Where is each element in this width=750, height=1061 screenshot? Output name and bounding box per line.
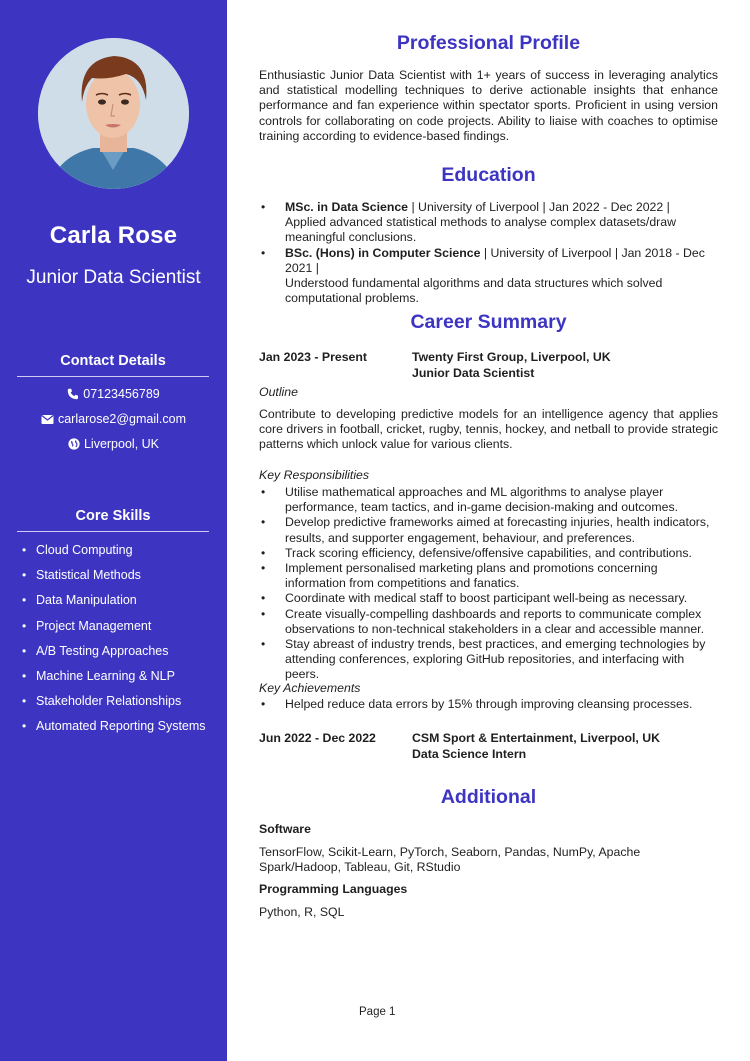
education-item	[259, 246, 718, 307]
globe-icon	[68, 438, 80, 453]
candidate-name: Carla Rose	[49, 222, 178, 249]
responsibility-item: • Create visually-compelling dashboards and reports to communicate complex observations to non-technical stakeholders in a clear and accessible manner.	[259, 607, 718, 637]
page-number: Page 1	[359, 1006, 396, 1018]
education-heading: Education	[441, 164, 536, 186]
languages-label: Programming Languages	[259, 882, 408, 896]
outline-label: Outline	[259, 385, 298, 399]
skill-item: • A/B Testing Approaches	[22, 642, 206, 667]
phone-text: 07123456789	[83, 387, 160, 401]
contact-location	[0, 437, 227, 453]
responsibility-item: • Implement personalised marketing plans and promotions concerning information from competitions and fanatics.	[259, 561, 718, 591]
job-dates: Jun 2022 - Dec 2022	[259, 731, 376, 745]
candidate-role: Junior Data Scientist	[26, 267, 201, 288]
contact-heading: Contact Details	[17, 353, 209, 377]
skill-item: • Cloud Computing	[22, 541, 206, 566]
profile-text: Enthusiastic Junior Data Scientist with 1+ years of success in leveraging analytics and statistical modelling techniques to derive actionable insights that enhance performance and fan experience within spectator sports. Proficient in using version controls for collaborating on code projects. Ability to liaise with coaches to optimise training according to evidence-based findings.	[259, 68, 718, 143]
job-outline: Contribute to developing predictive models for an intelligence agency that applies core drivers in football, cricket, rugby, tennis, hockey, and netball to provide strategic patterns which unlock value for various clients.	[259, 407, 718, 452]
phone-icon	[67, 388, 79, 403]
responsibilities-list	[259, 485, 718, 683]
skills-list	[22, 541, 206, 743]
skill-item: • Automated Reporting Systems	[22, 717, 206, 742]
sidebar	[0, 0, 227, 1061]
profile-heading: Professional Profile	[396, 32, 581, 54]
degree-description: Understood fundamental algorithms and data structures which solved computational problems.	[285, 276, 663, 306]
location-text: Liverpool, UK	[83, 437, 160, 451]
job-dates: Jan 2023 - Present	[259, 350, 368, 364]
job-title: Junior Data Scientist	[412, 366, 535, 380]
degree-name: BSc. (Hons) in Computer Science	[285, 245, 481, 260]
education-item	[259, 200, 718, 246]
responsibility-item: • Track scoring efficiency, defensive/offensive capabilities, and contributions.	[259, 546, 718, 561]
job-company: CSM Sport & Entertainment, Liverpool, UK	[412, 731, 661, 745]
skill-item: • Data Manipulation	[22, 591, 206, 616]
skills-heading: Core Skills	[17, 508, 209, 532]
email-text: carlarose2@gmail.com	[57, 412, 186, 426]
degree-description: Applied advanced statistical methods to analyse complex datasets/draw meaningful conclusions.	[285, 215, 676, 245]
job-company: Twenty First Group, Liverpool, UK	[412, 350, 611, 364]
degree-details: | University of Liverpool | Jan 2018 - Dec 2021 |	[285, 245, 705, 275]
achievements-list	[259, 697, 718, 712]
languages-list: Python, R, SQL	[259, 905, 345, 919]
responsibility-item: • Develop predictive frameworks aimed at forecasting injuries, health indicators, results, and supporter engagement, behaviour, and preferences.	[259, 515, 718, 545]
software-label: Software	[259, 822, 311, 836]
career-heading: Career Summary	[410, 311, 567, 333]
education-list	[259, 200, 718, 306]
skill-item: • Project Management	[22, 617, 206, 642]
achievement-item: • Helped reduce data errors by 15% through improving cleansing processes.	[259, 697, 718, 712]
software-list: TensorFlow, Scikit-Learn, PyTorch, Seaborn, Pandas, NumPy, Apache Spark/Hadoop, Tableau, Git, RStudio	[259, 845, 641, 875]
job-title: Data Science Intern	[412, 747, 527, 761]
skill-item: • Machine Learning & NLP	[22, 667, 206, 692]
responsibility-item: • Utilise mathematical approaches and ML algorithms to analyse player performance, team tactics, and in-game decision-making and outcomes.	[259, 485, 718, 515]
envelope-icon	[41, 414, 54, 428]
degree-details: | University of Liverpool | Jan 2022 - Dec 2022 |	[408, 200, 670, 214]
responsibilities-label: Key Responsibilities	[259, 468, 370, 482]
contact-phone[interactable]	[0, 387, 227, 403]
achievements-label: Key Achievements	[259, 681, 361, 695]
degree-name: MSc. in Data Science	[285, 200, 409, 214]
skill-item: • Stakeholder Relationships	[22, 692, 206, 717]
additional-heading: Additional	[440, 786, 537, 808]
responsibility-item: • Coordinate with medical staff to boost participant well-being as necessary.	[259, 591, 718, 606]
responsibility-item: • Stay abreast of industry trends, best practices, and emerging technologies by attending conferences, exploring GitHub repositories, and interfacing with peers.	[259, 637, 718, 683]
profile-photo	[38, 38, 189, 189]
skill-item: • Statistical Methods	[22, 566, 206, 591]
contact-email[interactable]	[0, 412, 227, 428]
